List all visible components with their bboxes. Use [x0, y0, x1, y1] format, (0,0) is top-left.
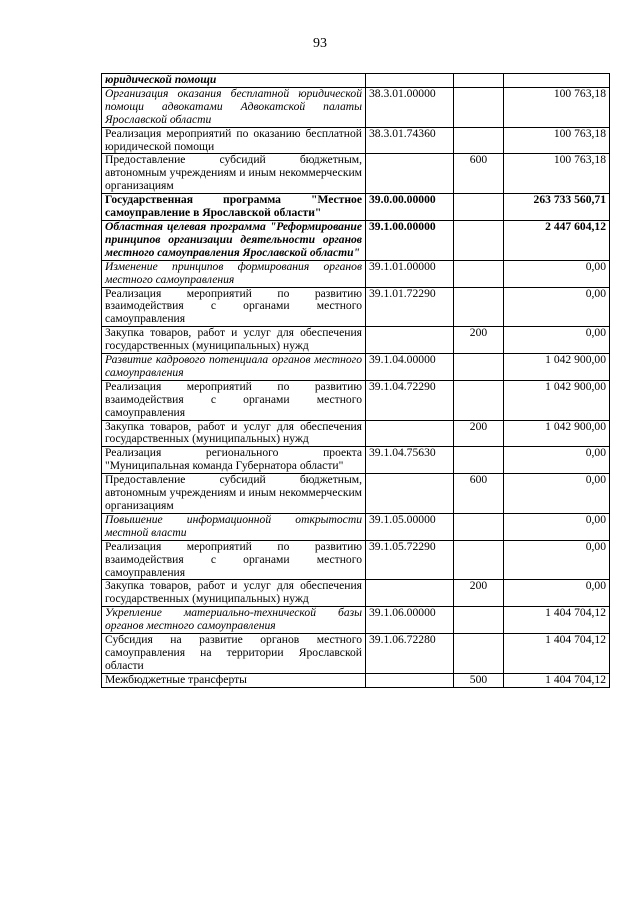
- row-amount-cell: 1 042 900,00: [504, 420, 610, 447]
- row-name-cell: Реализация мероприятий по развитию взаимодействия с органами местного самоуправления: [102, 287, 366, 327]
- table-row: [102, 74, 610, 88]
- row-amount-cell: 0,00: [504, 447, 610, 474]
- row-amount-cell: 0,00: [504, 474, 610, 514]
- row-code-cell: 39.1.00.00000: [366, 220, 454, 260]
- row-name-cell: Реализация мероприятий по развитию взаимодействия с органами местного самоуправления: [102, 540, 366, 580]
- row-amount-cell: 1 404 704,12: [504, 634, 610, 674]
- row-expense-type-cell: [454, 380, 504, 420]
- row-code-cell: [366, 580, 454, 607]
- row-expense-type-cell: [454, 220, 504, 260]
- row-expense-type-cell: 200: [454, 420, 504, 447]
- table-row: [102, 327, 610, 354]
- row-amount-cell: 1 404 704,12: [504, 607, 610, 634]
- row-amount-cell: 100 763,18: [504, 154, 610, 194]
- row-code-cell: 38.3.01.00000: [366, 87, 454, 127]
- row-amount-cell: 1 042 900,00: [504, 380, 610, 420]
- row-amount-cell: 0,00: [504, 540, 610, 580]
- row-expense-type-cell: [454, 287, 504, 327]
- table-row: [102, 513, 610, 540]
- row-code-cell: [366, 420, 454, 447]
- row-expense-type-cell: [454, 447, 504, 474]
- row-amount-cell: 1 042 900,00: [504, 354, 610, 381]
- table-row: [102, 634, 610, 674]
- row-name-cell: Реализация мероприятий по оказанию бесплатной юридической помощи: [102, 127, 366, 154]
- row-name-cell: юридической помощи: [102, 74, 366, 88]
- row-expense-type-cell: [454, 607, 504, 634]
- row-amount-cell: 100 763,18: [504, 127, 610, 154]
- row-amount-cell: 0,00: [504, 287, 610, 327]
- row-name-cell: Предоставление субсидий бюджетным, автономным учреждениям и иным некоммерческим организациям: [102, 154, 366, 194]
- table-row: [102, 220, 610, 260]
- row-code-cell: 39.1.04.75630: [366, 447, 454, 474]
- row-code-cell: 38.3.01.74360: [366, 127, 454, 154]
- table-row: [102, 607, 610, 634]
- row-name-cell: Изменение принципов формирования органов местного самоуправления: [102, 260, 366, 287]
- table-row: [102, 673, 610, 687]
- row-expense-type-cell: [454, 354, 504, 381]
- row-expense-type-cell: 600: [454, 474, 504, 514]
- row-name-cell: Субсидия на развитие органов местного самоуправления на территории Ярославской области: [102, 634, 366, 674]
- row-expense-type-cell: [454, 634, 504, 674]
- row-name-cell: Закупка товаров, работ и услуг для обеспечения государственных (муниципальных) нужд: [102, 580, 366, 607]
- row-expense-type-cell: [454, 513, 504, 540]
- row-expense-type-cell: 200: [454, 580, 504, 607]
- row-name-cell: Межбюджетные трансферты: [102, 673, 366, 687]
- table-row: [102, 540, 610, 580]
- row-expense-type-cell: [454, 540, 504, 580]
- row-name-cell: Областная целевая программа "Реформирование принципов организации деятельности органов местного самоуправления Ярославской области": [102, 220, 366, 260]
- row-amount-cell: 0,00: [504, 513, 610, 540]
- row-code-cell: [366, 327, 454, 354]
- row-amount-cell: 0,00: [504, 260, 610, 287]
- row-amount-cell: 2 447 604,12: [504, 220, 610, 260]
- table-row: [102, 447, 610, 474]
- table-row: [102, 420, 610, 447]
- budget-table: [101, 73, 610, 688]
- page-number: 93: [313, 36, 327, 51]
- row-code-cell: [366, 673, 454, 687]
- row-name-cell: Реализация регионального проекта "Муниципальная команда Губернатора области": [102, 447, 366, 474]
- table-row: [102, 154, 610, 194]
- row-expense-type-cell: [454, 194, 504, 221]
- row-name-cell: Организация оказания бесплатной юридической помощи адвокатами Адвокатской палаты Ярославской области: [102, 87, 366, 127]
- table-row: [102, 354, 610, 381]
- row-amount-cell: 0,00: [504, 327, 610, 354]
- row-expense-type-cell: [454, 127, 504, 154]
- table-row: [102, 127, 610, 154]
- table-row: [102, 194, 610, 221]
- row-code-cell: 39.1.06.00000: [366, 607, 454, 634]
- row-amount-cell: 263 733 560,71: [504, 194, 610, 221]
- row-code-cell: 39.1.06.72280: [366, 634, 454, 674]
- row-expense-type-cell: 600: [454, 154, 504, 194]
- table-row: [102, 87, 610, 127]
- table-row: [102, 580, 610, 607]
- row-code-cell: 39.1.04.00000: [366, 354, 454, 381]
- row-code-cell: [366, 74, 454, 88]
- row-expense-type-cell: [454, 74, 504, 88]
- table-row: [102, 380, 610, 420]
- row-expense-type-cell: [454, 87, 504, 127]
- row-code-cell: 39.1.01.00000: [366, 260, 454, 287]
- row-code-cell: [366, 474, 454, 514]
- row-expense-type-cell: [454, 260, 504, 287]
- row-code-cell: 39.1.04.72290: [366, 380, 454, 420]
- row-code-cell: 39.1.01.72290: [366, 287, 454, 327]
- row-name-cell: Предоставление субсидий бюджетным, автономным учреждениям и иным некоммерческим организациям: [102, 474, 366, 514]
- row-name-cell: Закупка товаров, работ и услуг для обеспечения государственных (муниципальных) нужд: [102, 420, 366, 447]
- row-amount-cell: 0,00: [504, 580, 610, 607]
- table-row: [102, 260, 610, 287]
- row-amount-cell: [504, 74, 610, 88]
- row-amount-cell: 100 763,18: [504, 87, 610, 127]
- row-code-cell: 39.1.05.72290: [366, 540, 454, 580]
- budget-table-body: [102, 74, 610, 688]
- table-row: [102, 474, 610, 514]
- row-name-cell: Развитие кадрового потенциала органов местного самоуправления: [102, 354, 366, 381]
- row-name-cell: Укрепление материально-технической базы органов местного самоуправления: [102, 607, 366, 634]
- row-code-cell: [366, 154, 454, 194]
- row-name-cell: Реализация мероприятий по развитию взаимодействия с органами местного самоуправления: [102, 380, 366, 420]
- row-amount-cell: 1 404 704,12: [504, 673, 610, 687]
- row-expense-type-cell: 200: [454, 327, 504, 354]
- row-expense-type-cell: 500: [454, 673, 504, 687]
- row-code-cell: 39.1.05.00000: [366, 513, 454, 540]
- table-row: [102, 287, 610, 327]
- row-name-cell: Повышение информационной открытости местной власти: [102, 513, 366, 540]
- row-name-cell: Закупка товаров, работ и услуг для обеспечения государственных (муниципальных) нужд: [102, 327, 366, 354]
- row-code-cell: 39.0.00.00000: [366, 194, 454, 221]
- row-name-cell: Государственная программа "Местное самоуправление в Ярославской области": [102, 194, 366, 221]
